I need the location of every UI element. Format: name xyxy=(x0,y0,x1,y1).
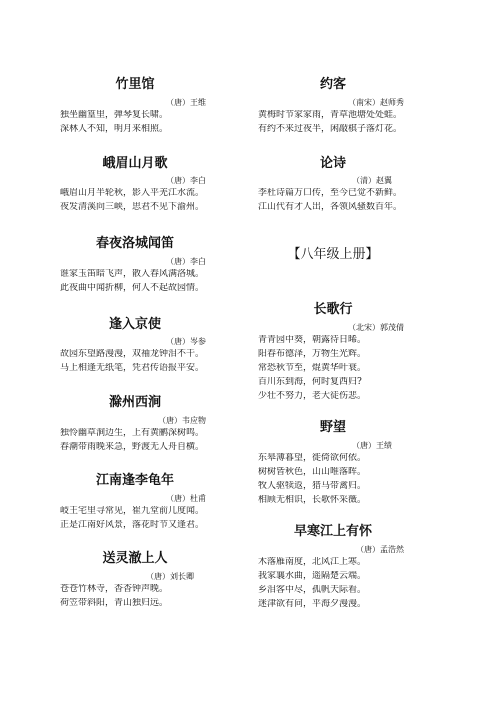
poem-line: 正是江南好风景，落花时节又逢君。 xyxy=(60,520,205,530)
poem-line: 迷津欲有问，平海夕漫漫。 xyxy=(258,599,367,609)
poem-line: 黄梅时节家家雨，青草池塘处处蛙。 xyxy=(258,110,403,120)
poem-title: 送灵澈上人 xyxy=(102,551,168,566)
poem-title: 竹里馆 xyxy=(115,77,155,92)
poem-title: 逢入京使 xyxy=(108,317,161,332)
poem-author: （唐）李白 xyxy=(166,257,206,266)
poem-line: 常恐秋节至，焜黄华叶衰。 xyxy=(258,363,367,373)
poem-line: 岐王宅里寻常见，崔九堂前几度闻。 xyxy=(60,506,205,516)
poem-line: 夜发清溪向三峡，思君不见下渝州。 xyxy=(60,202,205,212)
poem-line: 荷笠带斜阳，青山独归远。 xyxy=(60,598,169,608)
section-heading: 【八年级上册】 xyxy=(287,247,379,262)
poem-line: 独坐幽篁里，弹琴复长啸。 xyxy=(60,110,169,120)
poem-line: 青青园中葵，朝露待日晞。 xyxy=(258,335,367,345)
poem-line: 江山代有才人出，各领风骚数百年。 xyxy=(258,202,403,212)
poem-line: 百川东到海，何时复西归? xyxy=(258,377,362,387)
poem-author: （北宋）郭茂倩 xyxy=(348,323,404,332)
poem-author: （南宋）赵师秀 xyxy=(348,98,404,107)
poem-line: 牧人驱犊返，猎马带禽归。 xyxy=(258,481,367,491)
poem-title: 早寒江上有怀 xyxy=(293,524,372,539)
poem-line: 苍苍竹林寺，杳杳钟声晚。 xyxy=(60,584,169,594)
poem-line: 此夜曲中闻折柳，何人不起故园情。 xyxy=(60,283,205,293)
poem-line: 独怜幽草涧边生，上有黄鹂深树鸣。 xyxy=(60,428,205,438)
poem-line: 峨眉山月半轮秋，影入平羌江水流。 xyxy=(60,188,205,198)
poem-line: 相顾无相识，长歌怀采薇。 xyxy=(258,495,367,505)
poem-author: （唐）杜甫 xyxy=(166,494,206,503)
poem-line: 木落雁南度，北风江上寒。 xyxy=(258,557,367,567)
poem-title: 春夜洛城闻笛 xyxy=(95,236,174,251)
poem-line: 树树皆秋色，山山唯落晖。 xyxy=(258,467,367,477)
poem-title: 约客 xyxy=(319,77,346,92)
poem-line: 少壮不努力，老大徒伤悲。 xyxy=(258,391,367,401)
poem-line: 我家襄水曲，遥隔楚云端。 xyxy=(258,571,367,581)
poem-line: 谁家玉笛暗飞声，散入春风满洛城。 xyxy=(60,269,205,279)
poem-title: 滁州西涧 xyxy=(108,395,161,410)
poem-line: 乡泪客中尽，孤帆天际看。 xyxy=(258,585,367,595)
poem-author: （唐）王绩 xyxy=(352,441,392,450)
poem-title: 长歌行 xyxy=(313,302,353,317)
poem-line: 东皋薄暮望，徙倚欲何依。 xyxy=(258,453,367,463)
poem-author: （唐）韦应物 xyxy=(158,416,206,425)
poem-author: （唐）王维 xyxy=(166,98,206,107)
poem-author: （唐）孟浩然 xyxy=(356,545,404,554)
poem-line: 阳春布德泽，万物生光辉。 xyxy=(258,349,367,359)
poem-line: 春潮带雨晚来急，野渡无人舟自横。 xyxy=(60,442,205,452)
poem-line: 故园东望路漫漫，双袖龙钟泪不干。 xyxy=(60,349,205,359)
poem-title: 峨眉山月歌 xyxy=(102,156,168,171)
poem-author: （唐）刘长卿 xyxy=(146,572,194,581)
poem-author: （清）赵翼 xyxy=(352,176,392,185)
poem-line: 有约不来过夜半，闲敲棋子落灯花。 xyxy=(258,124,403,134)
poem-title: 论诗 xyxy=(319,156,346,171)
poem-author: （唐）李白 xyxy=(166,176,206,185)
poem-title: 江南逢李龟年 xyxy=(95,473,174,488)
poem-line: 李杜诗篇万口传，至今已觉不新鲜。 xyxy=(258,188,403,198)
poem-line: 马上相逢无纸笔，凭君传语报平安。 xyxy=(60,363,205,373)
poem-author: （唐）岑参 xyxy=(166,337,206,346)
poem-line: 深林人不知，明月来相照。 xyxy=(60,124,169,134)
poem-title: 野望 xyxy=(319,420,346,435)
